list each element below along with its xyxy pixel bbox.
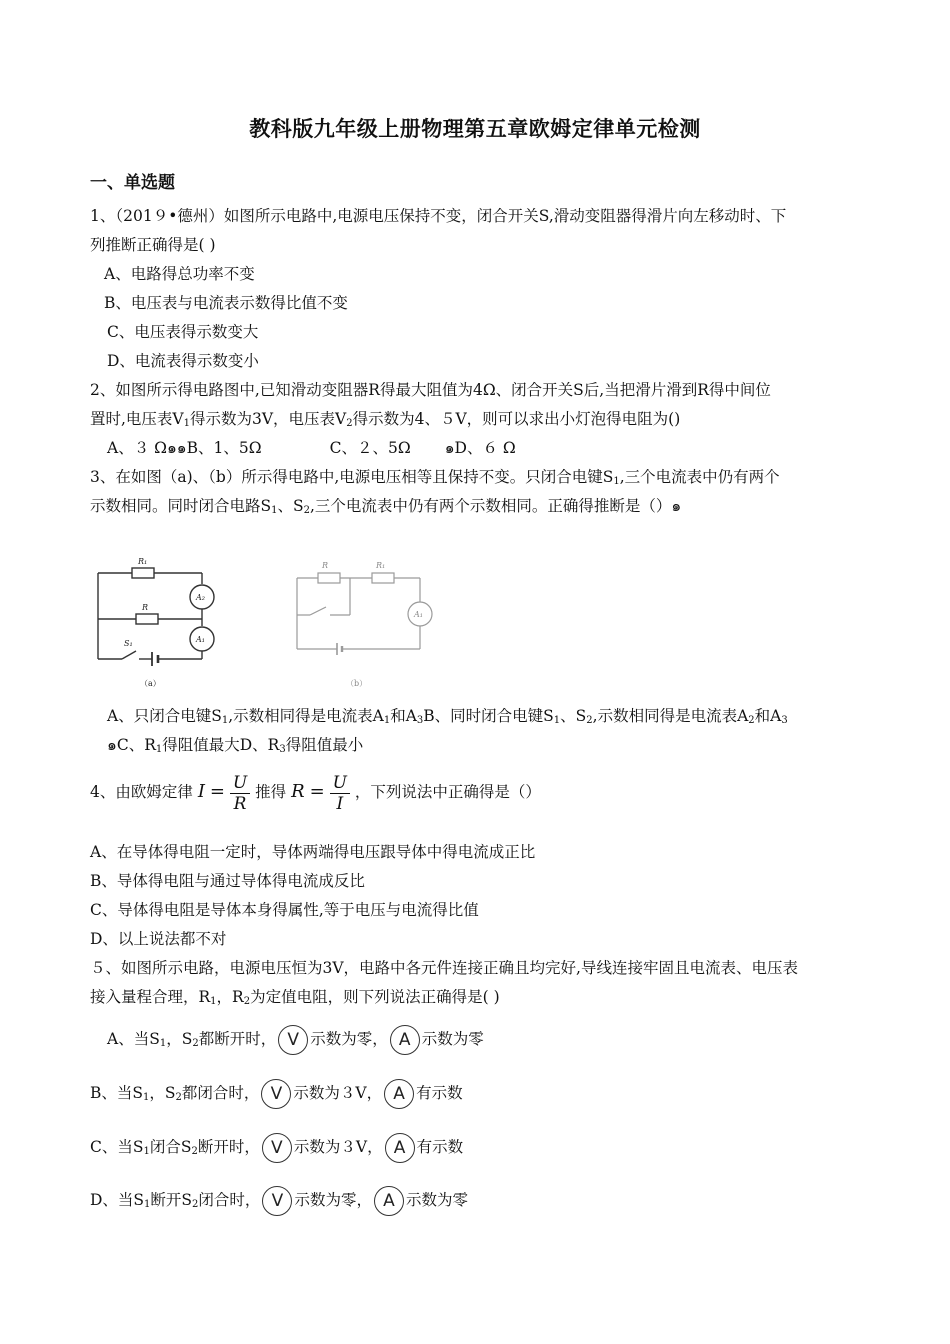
q5-line1: ５、如图所示电路，电源电压恒为3V，电路中各元件连接正确且均完好,导线连接牢固且电流表、电压表 [90, 959, 798, 977]
label-r1-b: R₁ [376, 561, 386, 570]
resistor-r-b [318, 573, 340, 583]
q5-option-c: C、当$S_1$闭合$S_2$断开时， V 示数为３V， A 有示数 [90, 1130, 463, 1169]
q5-option-a: A、当$S_1$，$S_2$都断开时， V 示数为零， A 示数为零 [107, 1022, 484, 1061]
q4-option-a: A、在导体得电阻一定时，导体两端得电压跟导体中得电流成正比 [90, 843, 536, 861]
q1-option-b: B、电压表与电流表示数得比值不变 [104, 294, 348, 312]
q2-line1: 2、如图所示得电路图中,已知滑动变阻器R得最大阻值为4Ω、闭合开关S后,当把滑片滑到R得中间位 [90, 381, 771, 399]
switch-b [310, 607, 326, 615]
ammeter-icon: A [385, 1133, 415, 1163]
q3-options-2: ๑C、$R_1$得阻值最大D、$R_3$得阻值最小 [107, 736, 364, 755]
switch-s1 [122, 651, 136, 659]
q4-option-b: B、导体得电阻与通过导体得电流成反比 [90, 872, 365, 890]
q3-line1: 3、在如图（a)、（b）所示得电路中,电源电压相等且保持不变。只闭合电键$S_1$,三个电流表中仍有两个 [90, 468, 780, 487]
ohm-law-formula: I = $\frac{U}{R}$ [198, 783, 255, 801]
q3-line2: 示数相同。同时闭合电路$S_1$、$S_2$,三个电流表中仍有两个示数相同。正确得推断是（）๑ [90, 497, 682, 516]
q1-option-c: C、电压表得示数变大 [107, 323, 259, 341]
label-r1: R₁ [138, 557, 148, 566]
caption-b: （b） [346, 679, 368, 688]
q2-option-ab: A、３ Ω๑๑B、1、5Ω [107, 439, 262, 457]
q4-option-d: D、以上说法都不对 [90, 930, 227, 948]
resistor-r [136, 614, 158, 624]
label-a1-b: A₁ [414, 610, 423, 619]
resistor-r1 [132, 568, 154, 578]
section-heading: 一、单选题 [90, 173, 175, 193]
q2-line2: 置时,电压表$V_1$得示数为3V，电压表$V_2$得示数为4、５V，则可以求出小灯泡得电阻为() [90, 410, 681, 429]
q4-option-c: C、导体得电阻是导体本身得属性,等于电压与电流得比值 [90, 901, 479, 919]
q1-line2: 列推断正确得是( ) [90, 236, 216, 254]
q3-options-1: A、只闭合电键$S_1$,示数相同得是电流表$A_1$和$A_3B$、同时闭合电键$S_1$、$S_2$,示数相同得是电流表$A_2$和$A_3$ [107, 707, 788, 726]
q2-options [107, 437, 516, 459]
q5-line2: 接入量程合理，$R_1$，$R_2$为定值电阻，则下列说法正确得是( ) [90, 988, 500, 1007]
circuit-a [98, 568, 214, 666]
caption-a: （a） [140, 679, 161, 688]
resistance-formula: R = $\frac{U}{I}$ [291, 783, 355, 801]
circuit-diagram [92, 548, 442, 698]
q1-option-a: A、电路得总功率不变 [104, 265, 255, 283]
document-title: 教科版九年级上册物理第五章欧姆定律单元检测 [249, 117, 701, 141]
q1-line1: 1、（201９•德州）如图所示电路中,电源电压保持不变，闭合开关S,滑动变阻器得滑片向左移动时、下 [90, 207, 787, 225]
circuit-b [297, 573, 432, 655]
q2-option-d: ๑D、６ Ω [444, 439, 516, 457]
q5-option-b: B、当$S_1$，$S_2$都闭合时， V 示数为３V， A 有示数 [90, 1076, 463, 1115]
resistor-r1-b [372, 573, 394, 583]
label-a1: A₁ [196, 635, 205, 644]
label-r-b: R [322, 561, 329, 570]
label-s1: S₁ [124, 639, 133, 648]
voltmeter-icon: V [262, 1133, 292, 1163]
ammeter-icon: A [384, 1079, 414, 1109]
q4-line1: 4、由欧姆定律 I = $\frac{U}{R}$ 推得 R = $\frac{U}{I}$ ，下列说法中正确得是（） [90, 772, 541, 814]
label-a2: A₂ [196, 593, 205, 602]
ammeter-icon: A [374, 1186, 404, 1216]
label-r: R [142, 603, 149, 612]
q1-option-d: D、电流表得示数变小 [107, 352, 259, 370]
voltmeter-icon: V [261, 1079, 291, 1109]
q5-option-d: D、当$S_1$断开$S_2$闭合时， V 示数为零， A 示数为零 [90, 1183, 468, 1222]
voltmeter-icon: V [278, 1025, 308, 1055]
ammeter-icon: A [390, 1025, 420, 1055]
q2-option-c: C、２、5Ω [329, 439, 411, 457]
voltmeter-icon: V [262, 1186, 292, 1216]
